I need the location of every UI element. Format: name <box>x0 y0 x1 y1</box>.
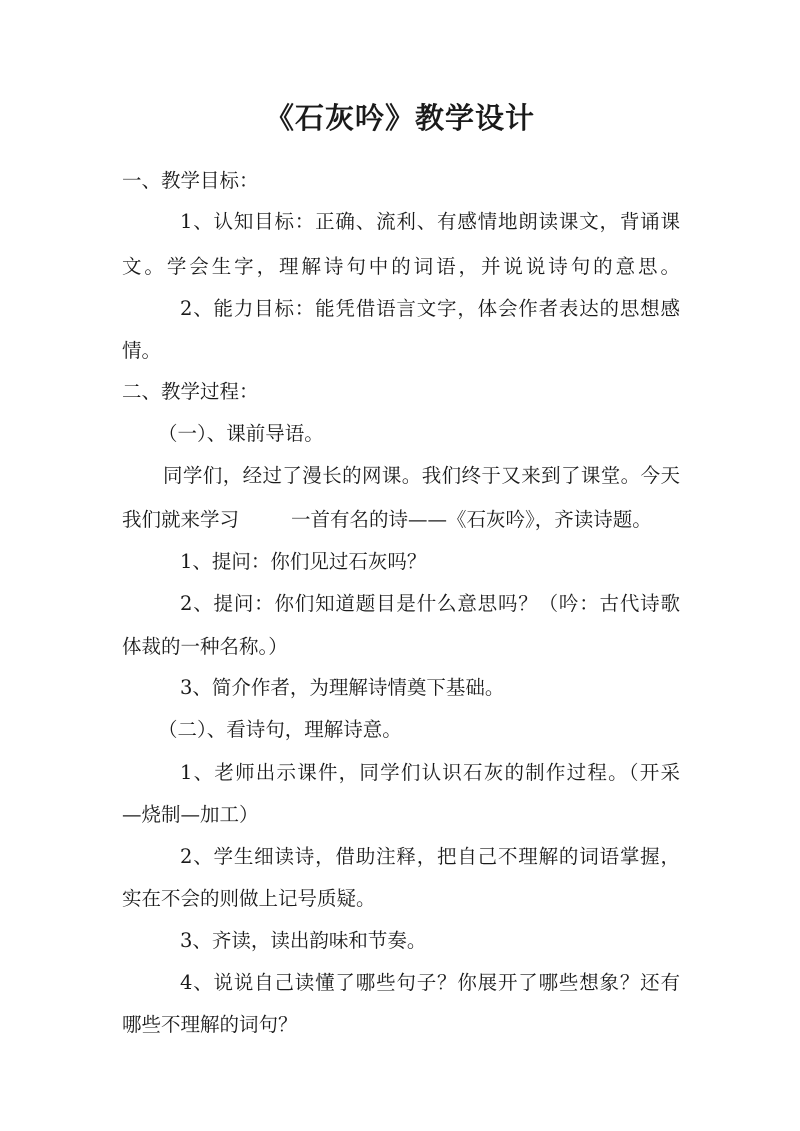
step-1-line-2: —烧制—加工） <box>122 803 259 826</box>
question-2-line-1: 2、提问：你们知道题目是什么意思吗？（吟：古代诗歌 <box>180 592 680 615</box>
goal-1-line-2: 文。学会生字，理解诗句中的词语，并说说诗句的意思。 <box>122 255 680 278</box>
question-3: 3、简介作者，为理解诗情奠下基础。 <box>180 676 505 699</box>
step-3: 3、齐读，读出韵味和节奏。 <box>180 929 427 952</box>
goal-1-line-1: 1、认知目标：正确、流利、有感情地朗读课文，背诵课 <box>180 210 680 233</box>
intro-line-2-end: 一首有名的诗——《石灰吟》，齐读诗题。 <box>291 508 652 531</box>
intro-line-2-start: 我们就来学习 <box>122 508 240 531</box>
goal-2-line-2: 情。 <box>122 339 162 362</box>
section-heading-goals: 一、教学目标： <box>122 169 259 192</box>
question-2-line-2: 体裁的一种名称。） <box>122 635 288 658</box>
step-2-line-2: 实在不会的则做上记号质疑。 <box>122 887 376 910</box>
step-4-line-2: 哪些不理解的词句？ <box>122 1013 298 1036</box>
step-4-line-1: 4、说说自己读懂了哪些句子？你展开了哪些想象？还有 <box>180 971 680 994</box>
document-title: 《石灰吟》教学设计 <box>264 101 535 135</box>
intro-line-2 <box>122 510 652 530</box>
step-2-line-1: 2、学生细读诗，借助注释，把自己不理解的词语掌握， <box>180 845 680 868</box>
question-1: 1、提问：你们见过石灰吗？ <box>180 550 427 573</box>
section-heading-process: 二、教学过程： <box>122 380 259 403</box>
part-2-heading: （二）、看诗句，理解诗意。 <box>158 718 402 741</box>
step-1-line-1: 1、老师出示课件，同学们认识石灰的制作过程。（开采 <box>180 761 680 784</box>
part-1-heading: （一）、课前导语。 <box>158 422 324 445</box>
intro-line-1: 同学们，经过了漫长的网课。我们终于又来到了课堂。今天 <box>163 464 680 487</box>
goal-2-line-1: 2、能力目标：能凭借语言文字，体会作者表达的思想感 <box>180 297 680 320</box>
